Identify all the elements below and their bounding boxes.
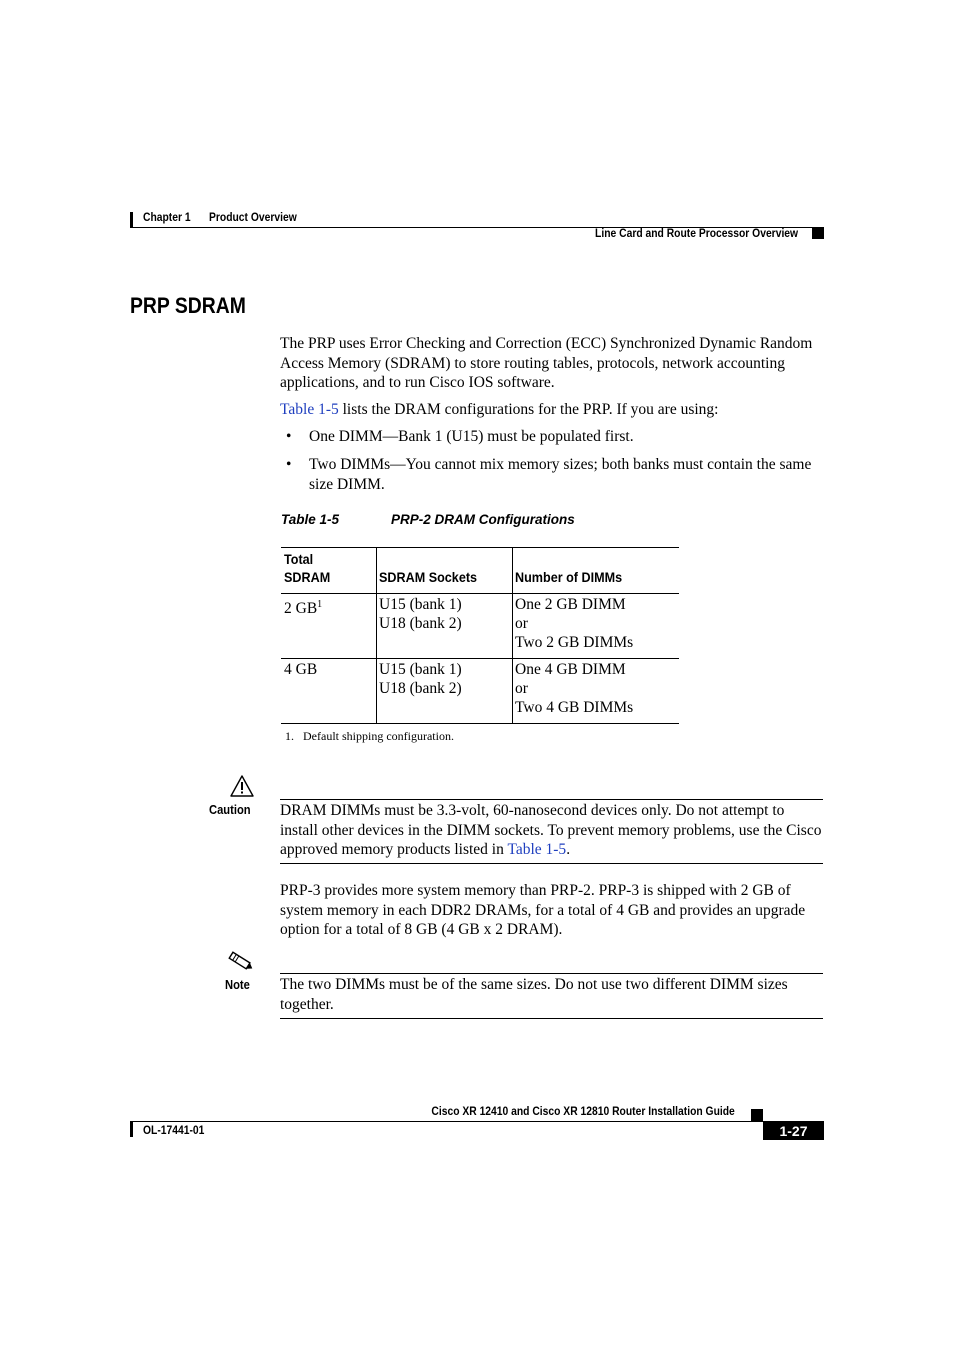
header-right-block	[812, 228, 824, 239]
cell-dimms: or	[515, 615, 528, 632]
caution-bottom-rule	[280, 863, 823, 864]
cell-total-sdram: 2 GB	[284, 600, 318, 617]
table-reference-paragraph	[280, 400, 820, 420]
footnote-marker: 1	[317, 599, 323, 610]
cell-socket: U18 (bank 2)	[379, 615, 462, 632]
table-footnote: 1. Default shipping configuration.	[285, 729, 454, 743]
caution-text-main: DRAM DIMMs must be 3.3-volt, 60-nanosecond devices only. Do not attempt to install other devices in the DIMM sockets. To prevent memory problems, use the Cisco approved memory products listed in	[280, 802, 822, 858]
footer-page-box	[763, 1121, 824, 1140]
table-col-divider-1	[376, 547, 377, 724]
note-pencil-icon	[227, 951, 255, 973]
footer-rule	[130, 1121, 824, 1122]
note-bottom-rule	[280, 1018, 823, 1019]
caution-warning-icon	[230, 775, 254, 797]
cell-socket: U18 (bank 2)	[379, 680, 462, 697]
table-bottom-rule	[281, 723, 679, 724]
bullet-1-text: One DIMM—Bank 1 (U15) must be populated first.	[309, 428, 634, 445]
page-heading: PRP SDRAM	[130, 293, 246, 318]
note-top-rule	[280, 973, 823, 974]
table-1-5-link[interactable]: Table 1-5	[280, 401, 339, 418]
footer-guide-title: Cisco XR 12410 and Cisco XR 12810 Router Installation Guide	[431, 1104, 735, 1118]
caution-text	[280, 801, 823, 860]
caution-label: Caution	[209, 802, 251, 817]
footer-right-marker	[751, 1109, 763, 1121]
cell-total-sdram: 4 GB	[284, 661, 318, 678]
bullet-glyph: •	[286, 428, 292, 445]
table-reference-text: lists the DRAM configurations for the PRP. If you are using:	[338, 401, 719, 418]
th-sdram-sockets: SDRAM Sockets	[379, 569, 478, 585]
caution-table-link[interactable]: Table 1-5	[507, 841, 567, 858]
table-col-divider-2	[512, 547, 513, 724]
table-row	[284, 660, 317, 680]
cell-socket: U15 (bank 1)	[379, 661, 462, 678]
header-left-bar	[130, 212, 133, 228]
cell-dimms: or	[515, 680, 528, 697]
header-chapter: Chapter 1	[143, 210, 191, 224]
bullet-glyph: •	[286, 456, 292, 473]
footer-doc-number: OL-17441-01	[143, 1123, 205, 1137]
cell-dimms: One 4 GB DIMM	[515, 661, 626, 678]
note-label: Note	[225, 977, 250, 992]
th-total-sdram-line1: Total	[284, 551, 314, 567]
table-caption-title: PRP-2 DRAM Configurations	[391, 512, 575, 527]
table-header-rule	[281, 593, 679, 594]
cell-dimms: Two 4 GB DIMMs	[515, 699, 634, 716]
cell-dimms: Two 2 GB DIMMs	[515, 634, 634, 651]
cell-dimms: One 2 GB DIMM	[515, 596, 626, 613]
cell-socket: U15 (bank 1)	[379, 596, 462, 613]
header-section: Line Card and Route Processor Overview	[594, 226, 798, 240]
th-total-sdram-line2: SDRAM	[284, 569, 331, 585]
table-row	[284, 595, 322, 619]
bullet-1	[286, 427, 826, 447]
footer-page-number: 1-27	[779, 1122, 808, 1139]
footer-left-bar	[130, 1122, 133, 1137]
intro-paragraph: The PRP uses Error Checking and Correction (ECC) Synchronized Dynamic Random Access Memory (SDRAM) to store routing tables, protocols, network accounting applications, and to run Cisco IOS software.	[280, 335, 813, 391]
table-top-rule	[281, 547, 679, 548]
th-number-of-dimms: Number of DIMMs	[515, 569, 623, 585]
bullet-2-text: Two DIMMs—You cannot mix memory sizes; both banks must contain the same size DIMM.	[309, 456, 812, 493]
bullet-2	[286, 455, 826, 494]
prp3-paragraph: PRP-3 provides more system memory than PRP-2. PRP-3 is shipped with 2 GB of system memory in each DDR2 DRAMs, for a total of 4 GB and provides an upgrade option for a total of 8 GB (4 GB x 2 DRAM).	[280, 882, 806, 938]
note-text: The two DIMMs must be of the same sizes. Do not use two different DIMM sizes together.	[280, 976, 788, 1013]
table-row-rule	[281, 658, 679, 659]
caution-text-end: .	[566, 841, 571, 858]
caution-top-rule	[280, 799, 823, 800]
header-chapter-title: Product Overview	[209, 210, 297, 224]
table-caption-label: Table 1-5	[281, 512, 340, 527]
